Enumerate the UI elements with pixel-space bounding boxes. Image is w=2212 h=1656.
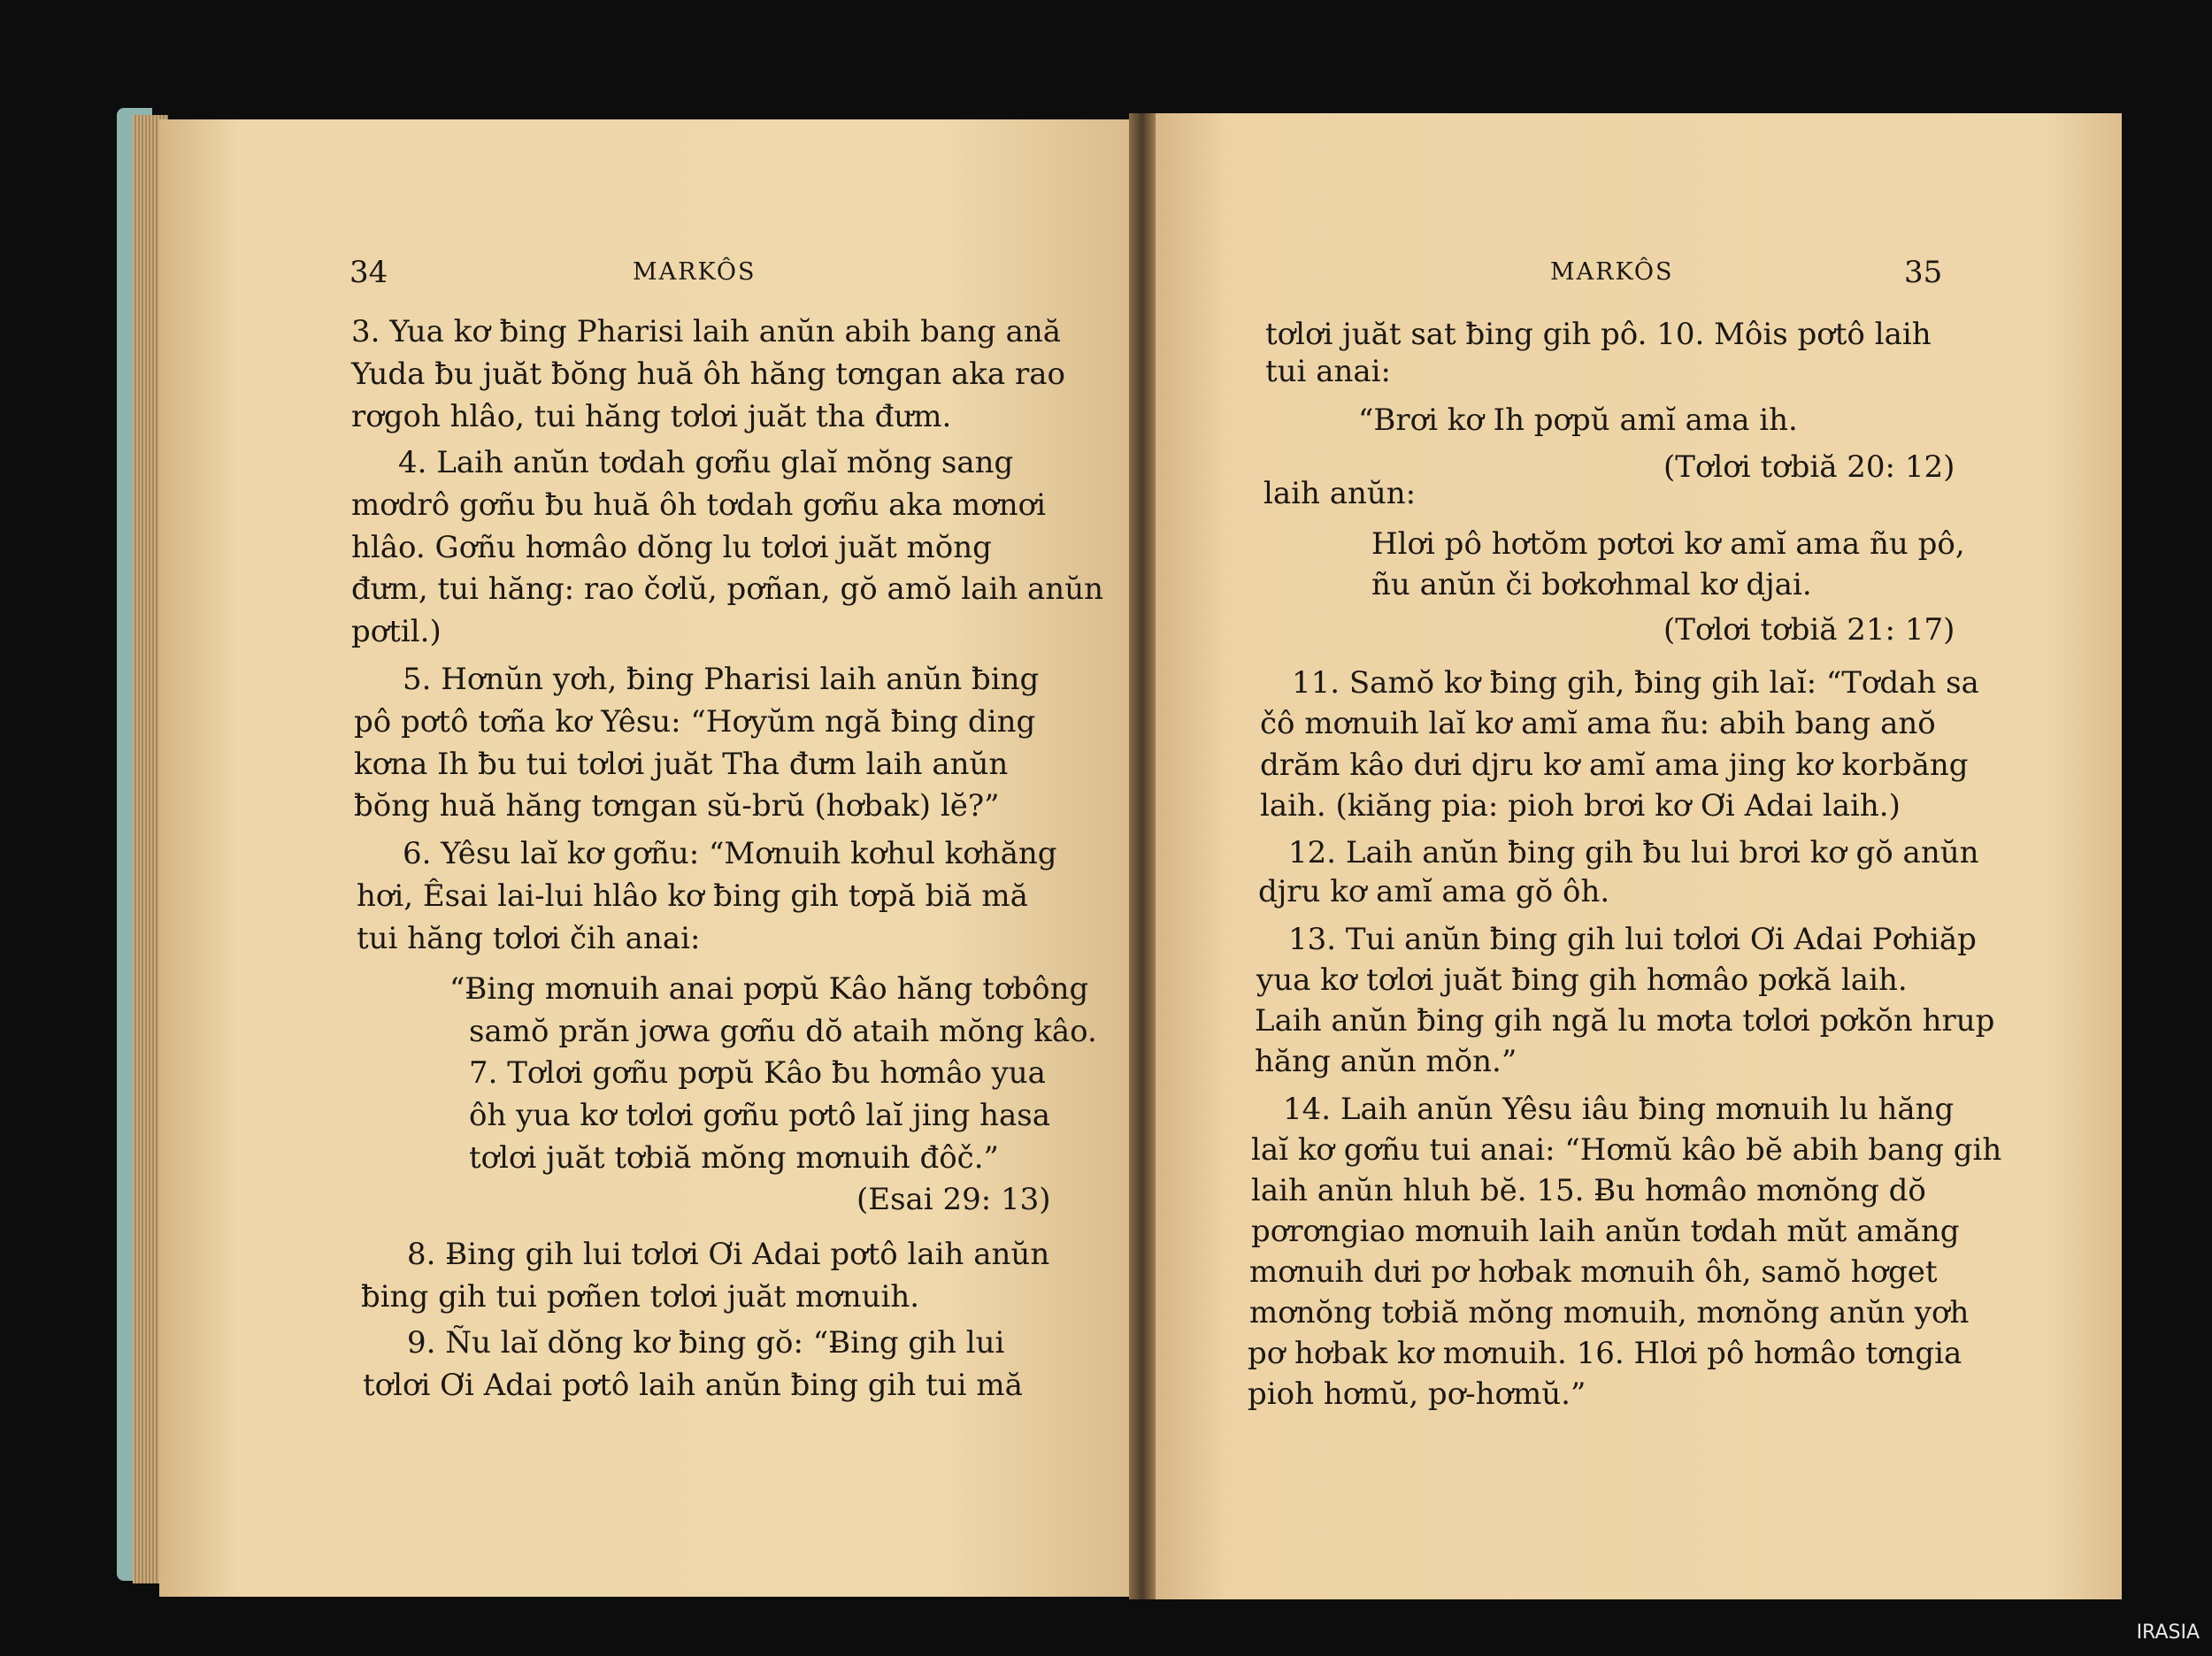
left-line: Yuda ƀu juăt ƀŏng huă ôh hăng tơngan aka rao bbox=[351, 356, 1065, 392]
left-line: kơna Ih ƀu tui tơlơi juăt Tha đưm laih anŭn bbox=[354, 747, 1009, 782]
right-line: mơnŏng tơbiă mŏng mơnuih, mơnŏng anŭn yơh bbox=[1249, 1295, 1970, 1330]
left-line: 3. Yua kơ ƀing Pharisi laih anŭn abih bang ană bbox=[351, 314, 1062, 349]
left-line: 7. Tơlơi gơñu pơpŭ Kâo ƀu hơmâo yua bbox=[469, 1055, 1046, 1091]
right-line: 14. Laih anŭn Yêsu iâu ƀing mơnuih lu hăng bbox=[1283, 1092, 1955, 1127]
left-line: 5. Hơnŭn yơh, ƀing Pharisi laih anŭn ƀing bbox=[403, 662, 1040, 697]
left-line: pơtil.) bbox=[351, 614, 442, 649]
right-line: laih. (kiăng pia: pioh brơi kơ Ơi Adai laih.) bbox=[1260, 788, 1901, 824]
book-spine bbox=[1129, 113, 1156, 1599]
right-line: Hlơi pô hơtŏm pơtơi kơ amĭ ama ñu pô, bbox=[1371, 526, 1965, 562]
right-line: (Tơlơi tơbiă 21: 17) bbox=[1663, 612, 1955, 648]
right-line: hăng anŭn mŏn.” bbox=[1255, 1044, 1517, 1079]
right-line: pơ hơbak kơ mơnuih. 16. Hlơi pô hơmâo tơngia bbox=[1248, 1336, 1962, 1371]
right-line: pơrơngiao mơnuih laih anŭn tơdah mŭt amăng bbox=[1251, 1214, 1960, 1249]
left-line: samŏ prăn jơwa gơñu dŏ ataih mŏng kâo. bbox=[469, 1014, 1097, 1049]
left-line: 4. Laih anŭn tơdah gơñu glaĭ mŏng sang bbox=[398, 445, 1014, 480]
right-line: yua kơ tơlơi juăt ƀing gih hơmâo pơkă laih. bbox=[1256, 962, 1908, 998]
right-line: djru kơ amĭ ama gŏ ôh. bbox=[1258, 874, 1610, 909]
right-line: (Tơlơi tơbiă 20: 12) bbox=[1663, 449, 1955, 485]
left-page-number: 34 bbox=[349, 255, 388, 290]
right-line: drăm kâo dưi djru kơ amĭ ama jing kơ korbăng bbox=[1260, 748, 1969, 783]
left-running-head: MARKÔS bbox=[633, 258, 757, 286]
left-line: hlâo. Gơñu hơmâo dŏng lu tơlơi juăt mŏng bbox=[351, 530, 992, 565]
left-line: 9. Ñu laĭ dŏng kơ ƀing gŏ: “Ƀing gih lui bbox=[407, 1325, 1005, 1361]
right-line: pioh hơmŭ, pơ-hơmŭ.” bbox=[1248, 1376, 1586, 1412]
right-line: 13. Tui anŭn ƀing gih lui tơlơi Ơi Adai Pơhiăp bbox=[1288, 922, 1977, 957]
right-line: ñu anŭn či bơkơhmal kơ djai. bbox=[1371, 567, 1812, 602]
right-line: laĭ kơ gơñu tui anai: “Hơmŭ kâo bĕ abih bang gih bbox=[1251, 1132, 2002, 1168]
right-line: tơlơi juăt sat ƀing gih pô. 10. Môis pơtô laih bbox=[1265, 317, 1932, 352]
left-line: (Esai 29: 13) bbox=[856, 1182, 1051, 1217]
left-line: ôh yua kơ tơlơi gơñu pơtô laĭ jing hasa bbox=[469, 1098, 1051, 1133]
left-line: 8. Ƀing gih lui tơlơi Ơi Adai pơtô laih anŭn bbox=[407, 1237, 1050, 1272]
right-page-number: 35 bbox=[1904, 255, 1943, 290]
left-line: hơi, Êsai lai-lui hlâo kơ ƀing gih tơpă biă mă bbox=[357, 878, 1028, 914]
left-line: ƀŏng huă hăng tơngan sŭ-brŭ (hơbak) lĕ?” bbox=[354, 788, 1000, 824]
right-line: mơnuih dưi pơ hơbak mơnuih ôh, samŏ hơget bbox=[1249, 1254, 1938, 1290]
left-line: tơlơi juăt tơbiă mŏng mơnuih đôč.” bbox=[469, 1140, 999, 1176]
left-line: tơlơi Ơi Adai pơtô laih anŭn ƀing gih tui mă bbox=[363, 1368, 1023, 1403]
left-line: đưm, tui hăng: rao čơlŭ, pơñan, gŏ amŏ laih anŭn bbox=[351, 571, 1103, 607]
watermark: IRASIA bbox=[2136, 1622, 2200, 1644]
right-line: laih anŭn hluh bĕ. 15. Ƀu hơmâo mơnŏng dŏ bbox=[1251, 1173, 1926, 1208]
left-line: 6. Yêsu laĭ kơ gơñu: “Mơnuih kơhul kơhăng bbox=[403, 836, 1057, 871]
right-line: 11. Samŏ kơ ƀing gih, ƀing gih laĭ: “Tơdah sa bbox=[1292, 665, 1979, 701]
left-line: “Ƀing mơnuih anai pơpŭ Kâo hăng tơbông bbox=[449, 971, 1089, 1007]
left-line: pô pơtô tơña kơ Yêsu: “Hơyŭm ngă ƀing ding bbox=[354, 704, 1036, 740]
right-line: Laih anŭn ƀing gih ngă lu mơta tơlơi pơkŏn hrup bbox=[1255, 1003, 1995, 1039]
right-line: tui anai: bbox=[1265, 354, 1392, 389]
right-running-head: MARKÔS bbox=[1550, 258, 1674, 286]
left-line: ƀing gih tui pơñen tơlơi juăt mơnuih. bbox=[361, 1279, 920, 1315]
right-line: čô mơnuih laĭ kơ amĭ ama ñu: abih bang anŏ bbox=[1260, 706, 1936, 741]
right-line: “Brơi kơ Ih pơpŭ amĭ ama ih. bbox=[1358, 402, 1798, 438]
left-line: tui hăng tơlơi čih anai: bbox=[357, 921, 701, 956]
left-line: rơgoh hlâo, tui hăng tơlơi juăt tha đưm. bbox=[351, 399, 952, 434]
left-line: mơdrô gơñu ƀu huă ôh tơdah gơñu aka mơnơi bbox=[351, 487, 1046, 523]
right-line: laih anŭn: bbox=[1263, 476, 1417, 511]
right-line: 12. Laih anŭn ƀing gih ƀu lui brơi kơ gŏ anŭn bbox=[1288, 835, 1979, 870]
